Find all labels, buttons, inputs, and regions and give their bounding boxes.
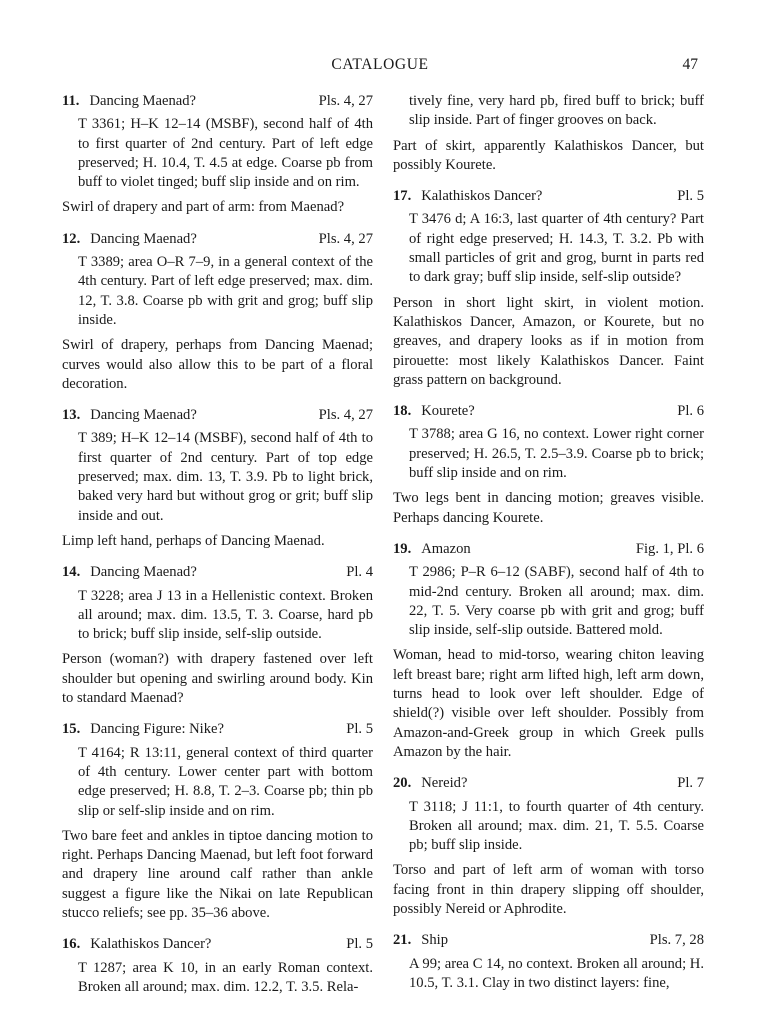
- catalogue-entry: [393, 187, 704, 390]
- entry-heading: [393, 774, 704, 793]
- entry-number: 18.: [393, 403, 412, 420]
- entry-number: 21.: [393, 932, 412, 949]
- page-number: 47: [682, 56, 698, 73]
- entry-heading: [62, 406, 373, 425]
- entry-title-group: [393, 187, 542, 206]
- running-title: CATALOGUE: [331, 56, 429, 73]
- left-column: [62, 92, 373, 1009]
- entry-description: Torso and part of left arm of woman with torso facing front in thin drapery slipping off shoulder, possibly Nereid or Aphrodite.: [393, 862, 704, 917]
- entry-heading: [393, 931, 704, 950]
- entry-number: 13.: [62, 407, 81, 424]
- entry-heading: [62, 563, 373, 582]
- entry-body: T 4164; R 13:11, general context of third quarter of 4th century. Lower center part with bottom edge preserved; H. 8.8, T. 2–3. Coarse pb; thin pb slip or self-slip inside and on rim.: [78, 744, 373, 819]
- entry-body: T 3118; J 11:1, to fourth quarter of 4th century. Broken all around; max. dim. 21, T. 5.5. Coarse pb; buff slip inside.: [409, 798, 704, 854]
- catalogue-entry: [393, 931, 704, 993]
- entry-description: Limp left hand, perhaps of Dancing Maenad.: [62, 532, 325, 549]
- entry-body: T 3476 d; A 16:3, last quarter of 4th century? Part of right edge preserved; H. 14.3, T. 3.2. Pb with small particles of grit and grog, burnt in parts red to dark gray; buff slip inside, self-slip outside?: [409, 211, 704, 286]
- entry-body: A 99; area C 14, no context. Broken all around; H. 10.5, T. 3.1. Clay in two distinct layers: fine,: [409, 955, 704, 991]
- catalogue-entry: [62, 406, 373, 551]
- entry-description: Swirl of drapery, perhaps from Dancing Maenad; curves would also allow this to be part of a floral decoration.: [62, 337, 373, 392]
- entry-number: 17.: [393, 188, 412, 205]
- entry-title-group: [62, 563, 197, 582]
- entry-body: T 3228; area J 13 in a Hellenistic context. Broken all around; max. dim. 13.5, T. 3. Coarse, hard pb to brick; buff slip inside, self-slip outside.: [78, 587, 373, 643]
- entry-heading: [393, 187, 704, 206]
- entry-number: 12.: [62, 230, 81, 247]
- entry-number: 14.: [62, 564, 81, 581]
- entry-title: Kourete?: [421, 403, 475, 420]
- catalogue-entry: [393, 402, 704, 528]
- catalogue-entry: [62, 720, 373, 923]
- entry-title-group: [393, 402, 475, 421]
- entry-description: Two bare feet and ankles in tiptoe dancing motion to right. Perhaps Dancing Maenad, but left foot forward and drapery line around calf rather than ankle suggest a figure like the Nikai on late Republican stucco reliefs; see pp. 35–36 above.: [62, 827, 373, 921]
- entry-plates: Pls. 7, 28: [649, 932, 704, 949]
- entry-description: Woman, head to mid-torso, wearing chiton leaving left breast bare; right arm lifted high, left arm down, turns head to look over left shoulder. Edge of shield(?) visible over left shoulder. Possibly from Amazon-and-Greek group in which Greek pulls Amazon by the hair.: [393, 647, 704, 760]
- catalogue-entry: [393, 540, 704, 762]
- entry-title: Dancing Maenad?: [90, 564, 197, 581]
- entry-plates: Pl. 5: [346, 721, 373, 738]
- entry-title-group: [62, 720, 224, 739]
- entry-description: Person (woman?) with drapery fastened over left shoulder but opening and swirling around body. Kin to standard Maenad?: [62, 651, 373, 707]
- entry-title-group: [393, 774, 467, 793]
- entry-number: 15.: [62, 721, 81, 738]
- entry-description: Swirl of drapery and part of arm: from Maenad?: [62, 199, 345, 216]
- entry-number: 16.: [62, 936, 81, 953]
- entry-body: T 2986; P–R 6–12 (SABF), second half of 4th to mid-2nd century. Broken all around; max. dim. 22, T. 5. Very coarse pb with grit and grog; buff slip inside, self-slip outside. Battered mold.: [409, 564, 704, 639]
- entry-title-group: [62, 406, 197, 425]
- entry-title: Ship: [421, 932, 449, 949]
- catalogue-entry: [393, 774, 704, 919]
- entry-title: Dancing Figure: Nike?: [90, 721, 224, 738]
- entry-number: 11.: [62, 93, 80, 109]
- entry-heading: [62, 230, 373, 249]
- entry-title-group: [393, 540, 471, 559]
- entry-body: T 1287; area K 10, in an early Roman context. Broken all around; max. dim. 12.2, T. 3.5. Rela-: [78, 959, 373, 995]
- entry-heading: [62, 720, 373, 739]
- entry-title-group: [393, 931, 448, 950]
- entry-plates: Pl. 5: [346, 936, 373, 953]
- entry-plates: Pl. 4: [346, 564, 373, 581]
- entry-title: Amazon: [421, 540, 471, 557]
- entry-body: T 3361; H–K 12–14 (MSBF), second half of 4th to first quarter of 2nd century. Part of left edge preserved; H. 10.4, T. 4.5 at edge. Coarse pb from buff to violet tinged; buff slip inside and on rim.: [78, 116, 373, 191]
- entry-description: Person in short light skirt, in violent motion. Kalathiskos Dancer, Amazon, or Kourete, but no greaves, and drapery looks as if in motion from pirouette: most likely Kalathiskos Dancer. Faint grass pattern on background.: [393, 294, 704, 388]
- entry-title-group: [62, 935, 211, 954]
- entry-number: 20.: [393, 775, 412, 792]
- entry-title: Nereid?: [421, 775, 468, 792]
- entry-plates: Pls. 4, 27: [318, 230, 373, 247]
- entry-plates: Fig. 1, Pl. 6: [635, 540, 704, 557]
- entry-title-group: [62, 230, 197, 249]
- entry-heading: [62, 92, 373, 111]
- entry-heading: [62, 935, 373, 954]
- entry-plates: Pl. 5: [677, 188, 704, 205]
- entry-title-group: [62, 92, 196, 111]
- right-entries: [393, 187, 704, 993]
- entry-title: Kalathiskos Dancer?: [90, 936, 212, 953]
- entry-plates: Pl. 6: [677, 403, 704, 420]
- page-header: [62, 56, 698, 78]
- catalogue-entry: [62, 935, 373, 997]
- entry-body: T 389; H–K 12–14 (MSBF), second half of 4th to first quarter of 2nd century. Part of top edge preserved; max. dim. 13, T. 3.9. Pb to light brick, baked very hard but without grog or grit; buff slip inside and out.: [78, 430, 373, 524]
- entry-description: Two legs bent in dancing motion; greaves visible. Perhaps dancing Kourete.: [393, 490, 704, 526]
- entry-title: Dancing Maenad?: [90, 407, 197, 424]
- entry-plates: Pls. 4, 27: [318, 93, 373, 109]
- entry-plates: Pls. 4, 27: [318, 407, 373, 424]
- entry-body: T 3389; area O–R 7–9, in a general context of the 4th century. Part of left edge preserved; max. dim. 12, T. 3.8. Coarse pb with grit and grog; buff slip inside.: [78, 254, 373, 328]
- entry-heading: [393, 402, 704, 421]
- catalogue-entry: [62, 92, 373, 218]
- continued-entry-description: Part of skirt, apparently Kalathiskos Dancer, but possibly Kourete.: [393, 137, 704, 173]
- catalogue-entry: [62, 230, 373, 394]
- entry-heading: [393, 540, 704, 559]
- right-column: [393, 92, 704, 1005]
- catalogue-entry: [62, 563, 373, 708]
- entry-title: Dancing Maenad?: [90, 230, 197, 247]
- entry-title: Dancing Maenad?: [89, 93, 197, 109]
- continued-entry-body: tively fine, very hard pb, fired buff to brick; buff slip inside. Part of finger grooves on back.: [409, 93, 704, 129]
- entry-title: Kalathiskos Dancer?: [421, 188, 543, 205]
- entry-body: T 3788; area G 16, no context. Lower right corner preserved; H. 26.5, T. 2.5–3.9. Coarse pb to brick; buff slip inside and on rim.: [409, 426, 704, 482]
- entry-plates: Pl. 7: [677, 775, 704, 792]
- entry-number: 19.: [393, 540, 412, 557]
